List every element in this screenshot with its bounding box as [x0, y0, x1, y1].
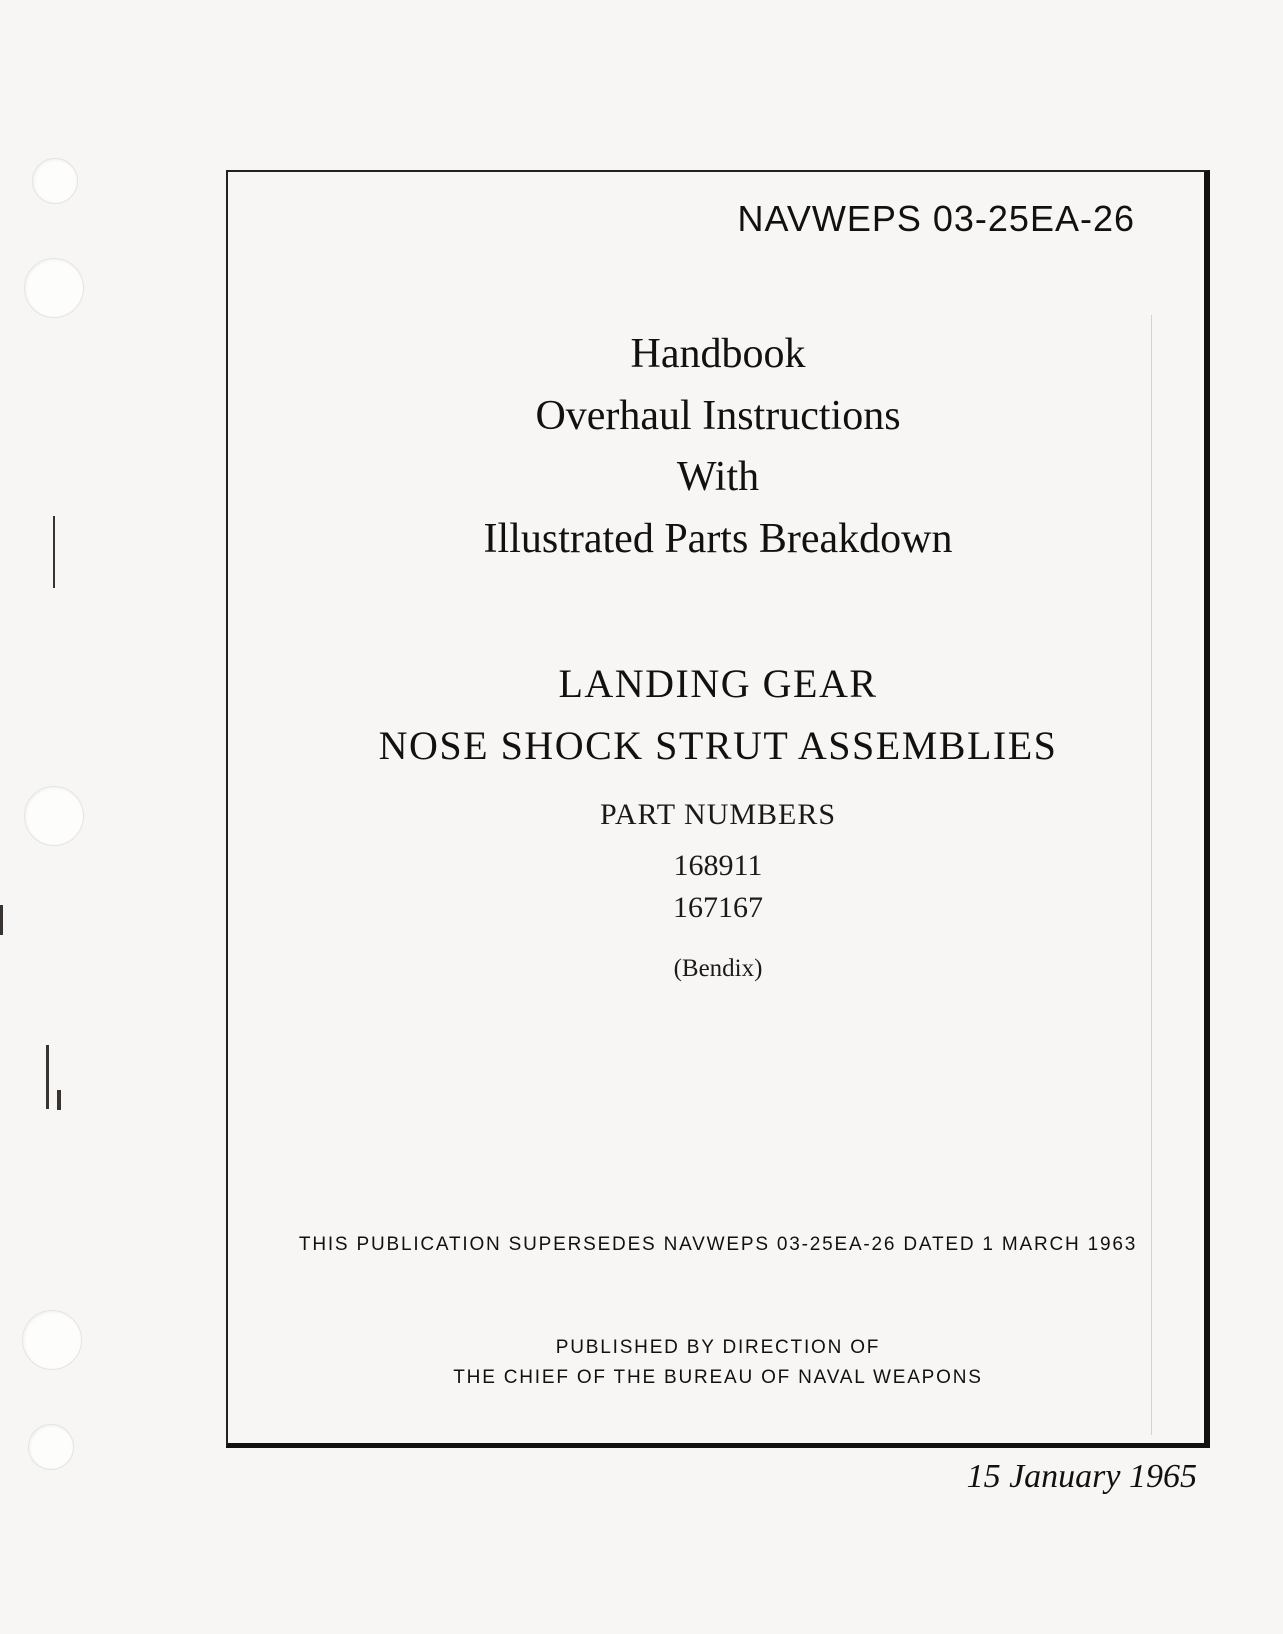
punch-hole	[22, 1310, 82, 1370]
authority-line-2: THE CHIEF OF THE BUREAU OF NAVAL WEAPONS	[453, 1367, 983, 1388]
title-line-handbook: Handbook	[630, 331, 806, 377]
punch-hole	[24, 258, 84, 318]
scan-mark	[53, 516, 55, 588]
authority-line-1: PUBLISHED BY DIRECTION OF	[555, 1337, 881, 1358]
punch-hole	[24, 786, 84, 846]
part-number: 167167	[673, 891, 763, 924]
part-numbers-heading: PART NUMBERS	[599, 798, 837, 831]
supersedes-note: THIS PUBLICATION SUPERSEDES NAVWEPS 03-25EA-26 DATED 1 MARCH 1963	[298, 1234, 1138, 1255]
punch-hole	[32, 158, 78, 204]
title-line-ipb: Illustrated Parts Breakdown	[483, 516, 953, 562]
title-line-with: With	[676, 454, 760, 500]
punch-hole	[28, 1424, 74, 1470]
subject-landing-gear: LANDING GEAR	[558, 661, 878, 706]
subject-nose-shock-strut: NOSE SHOCK STRUT ASSEMBLIES	[378, 723, 1058, 768]
scan-mark	[46, 1045, 49, 1109]
publication-date: 15 January 1965	[966, 1458, 1197, 1495]
part-number: 168911	[673, 849, 763, 882]
scan-mark	[57, 1090, 61, 1110]
title-line-overhaul: Overhaul Instructions	[535, 393, 901, 439]
manufacturer: (Bendix)	[673, 955, 763, 982]
document-number: NAVWEPS 03-25EA-26	[737, 198, 1135, 239]
scan-mark	[0, 905, 3, 935]
